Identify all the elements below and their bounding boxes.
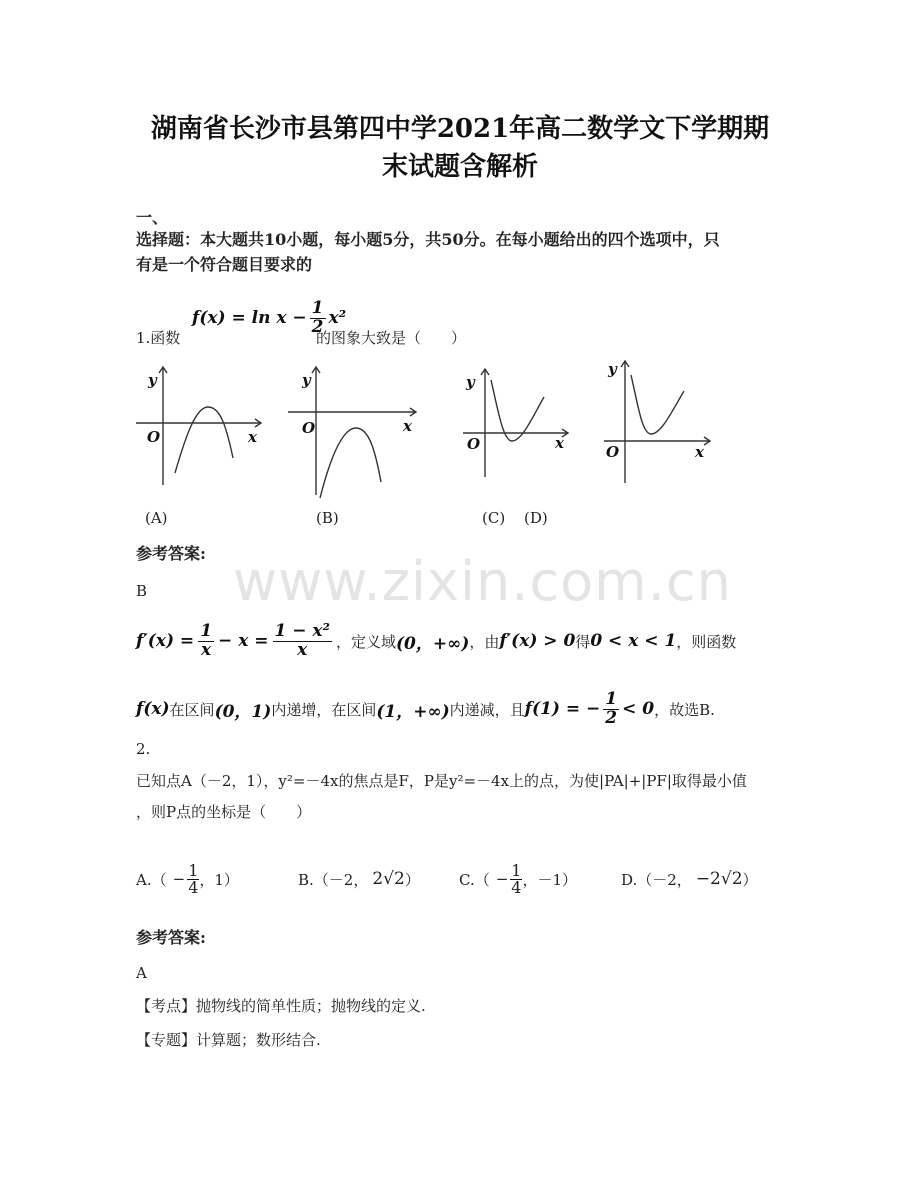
q1-sol-ineq: f′(x) > 0 xyxy=(499,631,576,651)
q1-suffix: 的图象大致是（ ） xyxy=(316,329,467,347)
q1-solution-line1 xyxy=(136,616,736,666)
graph-c-y-label: y xyxy=(466,373,475,391)
q2-zhuanti: 【专题】计算题；数形结合. xyxy=(136,1031,321,1049)
q2-kaodian: 【考点】抛物线的简单性质；抛物线的定义. xyxy=(136,997,426,1015)
q1-answer-heading: 参考答案: xyxy=(136,544,206,563)
q1-sol2-text2: 内递增，在区间 xyxy=(271,700,377,719)
graph-d-y-label: y xyxy=(608,360,617,378)
q1-func: f(x) = ln x − xyxy=(192,308,307,329)
page-title-line2: 末试题含解析 xyxy=(381,152,538,182)
q2-b-tail: ） xyxy=(404,870,420,889)
q1-sol-text3: 得 xyxy=(575,632,591,651)
graph-b-label: (B) xyxy=(316,509,339,527)
q2-a-label: A.（ xyxy=(136,870,167,889)
graph-d-label: (D) xyxy=(524,509,548,527)
q1-sol2-interval1: (0，1) xyxy=(214,701,272,722)
q1-sol-domain: (0，+∞) xyxy=(396,633,470,654)
watermark: www.zixin.com.cn xyxy=(233,550,732,613)
q2-option-c xyxy=(459,849,577,909)
q1-sol-f2-num: 1 − x² xyxy=(274,620,330,641)
q1-sol-minus-x: − x = xyxy=(218,631,269,651)
graph-d-origin-label: O xyxy=(606,443,620,461)
page-title: 湖南省长沙市县第四中学2021年高二数学文下学期期 xyxy=(150,114,770,144)
q2-option-d xyxy=(621,849,758,909)
q1-solution-line2 xyxy=(136,684,715,734)
q1-sol-text4: ，则函数 xyxy=(676,632,737,651)
graph-c-label: (C) xyxy=(482,509,506,527)
q1-sol2-text1: 在区间 xyxy=(169,700,215,719)
q2-d-label: D.（－2， xyxy=(621,870,692,889)
q2-number: 2. xyxy=(136,740,151,758)
q2-b-value: 2√2 xyxy=(372,869,405,889)
q1-sol2-text4: ，故选B. xyxy=(654,700,715,719)
q1-sol-range: 0 < x < 1 xyxy=(590,631,677,651)
graph-c-x-label: x xyxy=(555,434,564,452)
q2-c-label: C.（ xyxy=(459,870,490,889)
q2-a-minus: − xyxy=(172,870,186,888)
q1-sol2-frac-den: 2 xyxy=(605,707,618,728)
q2-option-b xyxy=(298,849,420,909)
q1-sol2-f1: f(1) = − xyxy=(524,699,601,719)
q1-frac-den: 2 xyxy=(311,316,324,337)
q1-graphs xyxy=(128,355,728,505)
q2-d-value: −2√2 xyxy=(695,869,743,889)
graph-a-origin-label: O xyxy=(147,428,161,446)
q1-frac-num: 1 xyxy=(311,298,324,318)
q1-sol-text1: ，定义域 xyxy=(336,632,397,651)
q1-sol2-fx: f(x) xyxy=(136,699,170,719)
q2-d-tail: ） xyxy=(742,870,758,889)
q1-sol2-lt0: < 0 xyxy=(622,699,655,719)
graph-b-y-label: y xyxy=(302,371,311,389)
graph-b-x-label: x xyxy=(403,417,412,435)
q2-answer-heading: 参考答案: xyxy=(136,928,206,947)
q1-sol2-text3: 内递减，且 xyxy=(449,700,525,719)
q2-option-a xyxy=(136,849,239,909)
q2-a-den: 4 xyxy=(188,877,199,897)
q1-answer: B xyxy=(136,582,148,600)
q2-c-den: 4 xyxy=(511,877,522,897)
q1-derivative: f′(x) = xyxy=(136,631,195,651)
q1-prefix: 1.函数 xyxy=(136,329,181,347)
q1-sol-f1-den: x xyxy=(201,639,212,660)
graph-a-x-label: x xyxy=(248,428,257,446)
q2-c-tail: ，－1） xyxy=(522,870,578,889)
section-number: 一、 xyxy=(136,208,169,227)
q2-b-label: B.（－2， xyxy=(298,870,369,889)
graph-b-origin-label: O xyxy=(302,419,316,437)
q1-sol-text2: ，由 xyxy=(469,632,500,651)
graph-a-y-label: y xyxy=(148,371,157,389)
q1-sol2-frac-num: 1 xyxy=(605,688,618,709)
q2-c-minus: − xyxy=(495,870,509,888)
q2-text: 已知点A（－2，1），y²=－4x的焦点是F，P是y²=－4x上的点，为使|PA|+|PF|取得最小值 xyxy=(136,772,747,790)
section-instructions: 选择题：本大题共10小题，每小题5分，共50分。在每小题给出的四个选项中，只 xyxy=(136,230,720,249)
q1-sol-f2-den: x xyxy=(297,639,308,660)
q2-a-tail: ，1） xyxy=(199,870,239,889)
q1-sol-f1-num: 1 xyxy=(200,620,213,641)
graph-d-x-label: x xyxy=(695,443,704,461)
q2-c-num: 1 xyxy=(511,860,522,880)
section-instructions-line2: 有是一个符合题目要求的 xyxy=(136,255,313,274)
q2-answer: A xyxy=(136,964,147,982)
q1-sol2-interval2: (1，+∞) xyxy=(376,701,450,722)
q2-text-line2: ，则P点的坐标是（ ） xyxy=(136,803,312,821)
q1-func-tail: x² xyxy=(328,308,347,329)
q2-a-num: 1 xyxy=(188,860,199,880)
graph-c-origin-label: O xyxy=(467,435,481,453)
graph-a-label: (A) xyxy=(145,509,168,527)
